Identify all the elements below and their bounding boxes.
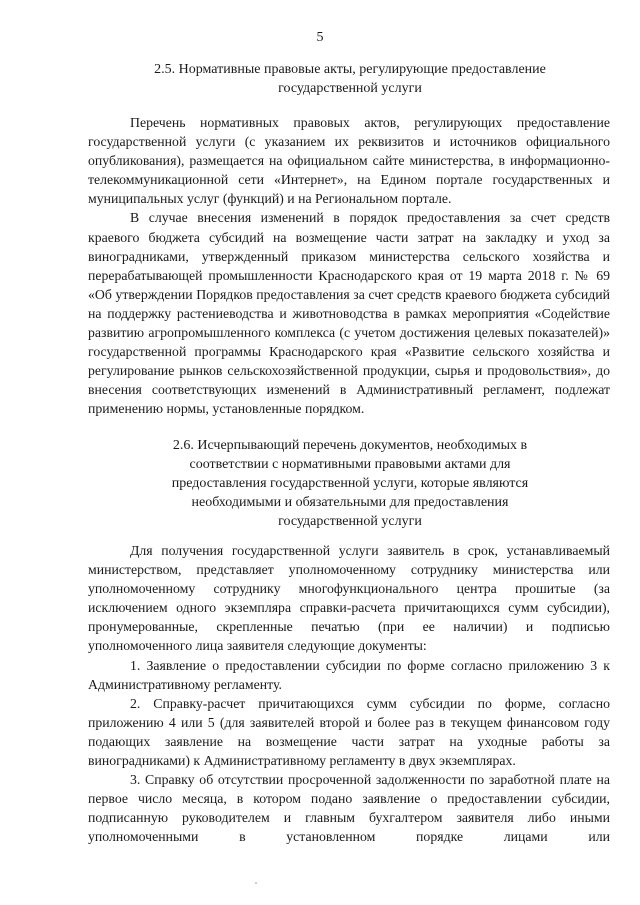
section-2-6-heading-line-4: необходимыми и обязательными для предоставления (191, 495, 509, 510)
section-2-5-heading (100, 60, 600, 98)
section-2-5-heading-line-2: государственной услуги (278, 81, 422, 96)
section-2-5-heading-line-1: 2.5. Нормативные правовые акты, регулирующие предоставление (154, 62, 546, 77)
scan-speck (255, 882, 257, 884)
page-number: 5 (316, 30, 324, 45)
section-2-6-heading-line-1: 2.6. Исчерпывающий перечень документов, необходимых в (172, 438, 528, 453)
section-2-5-paragraph-1: Перечень нормативных правовых актов, регулирующих предоставление государственной услуги (с указанием их реквизитов и источников официального опубликования), размещается на официальном сайте министерства, в информационно-телекоммуникационной сети «Интернет», на Едином портале государственных и муниципальных услуг (функций) и на Региональном портале. (88, 115, 610, 207)
section-2-5-body (88, 113, 610, 419)
section-2-6-item-3: 3. Справку об отсутствии просроченной задолженности по заработной плате на первое число месяца, в котором подано заявление о предоставлении субсидии, подписанную руководителем и главным бухгалтером заявителя либо иными уполномоченными в установленном порядке лицами или (88, 772, 610, 845)
section-2-6-heading-line-3: предоставления государственной услуги, которые являются (171, 476, 529, 491)
section-2-6-heading-line-5: государственной услуги (278, 514, 422, 529)
section-2-6-paragraph-intro: Для получения государственной услуги заявитель в срок, устанавливаемый министерством, представляет уполномоченному сотруднику министерства или уполномоченному сотруднику многофункционального центра прошитые (за исключением одного экземпляра справки-расчета причитающихся сумм субсидии), пронумерованные, скрепленные печатью (при ее наличии) и подписью уполномоченного лица заявителя следующие документы: (88, 543, 610, 654)
section-2-6-body (88, 541, 610, 847)
section-2-5-paragraph-2: В случае внесения изменений в порядок предоставления за счет средств краевого бюджета субсидий на возмещение части затрат на закладку и уход за виноградниками, утвержденный приказом министерства сельского хозяйства и перерабатывающей промышленности Краснодарского края от 19 марта 2018 г. № 69 «Об утверждении Порядков предоставления за счет средств краевого бюджета субсидий на поддержку растениеводства и животноводства в рамках мероприятия «Содействие развитию агропромышленного комплекса (с учетом достижения целевых показателей)» государственной программы Краснодарского края «Развитие сельского хозяйства и регулирование рынков сельскохозяйственной продукции, сырья и продовольствия», до внесения соответствующих изменений в Административный регламент, подлежат применению нормы, установленные порядком. (88, 210, 610, 417)
section-2-6-heading-line-2: соответствии с нормативными правовыми актами для (189, 457, 511, 472)
section-2-6-item-2: 2. Справку-расчет причитающихся сумм субсидии по форме, согласно приложению 4 или 5 (для заявителей второй и более раз в текущем финансовом году подающих заявление на возмещение части затрат на уходные работы за виноградниками) к Административному регламенту в двух экземплярах. (88, 695, 610, 769)
section-2-6-heading (100, 436, 600, 531)
section-2-6-item-1: 1. Заявление о предоставлении субсидии по форме согласно приложению 3 к Административному регламенту. (88, 657, 610, 692)
